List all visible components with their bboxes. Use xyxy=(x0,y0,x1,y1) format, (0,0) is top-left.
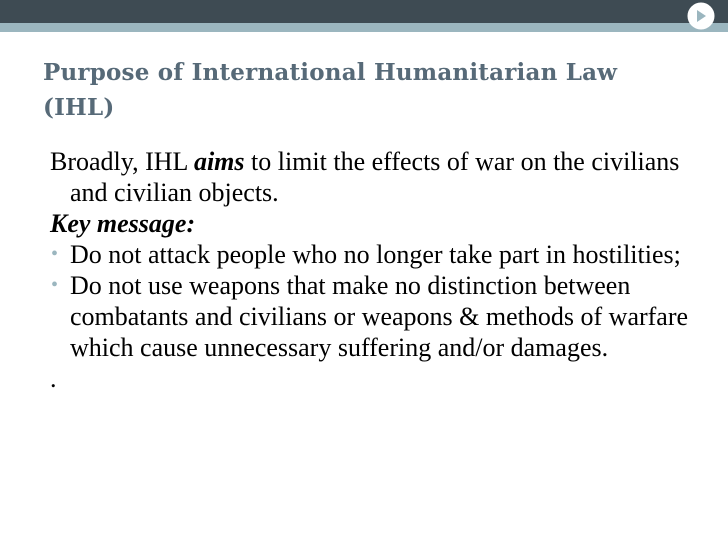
slide-title: Purpose of International Humanitarian Law (IHL) xyxy=(43,59,618,121)
intro-paragraph xyxy=(50,146,700,208)
intro-suffix: to limit the effects of war on the civilians and civilian objects. xyxy=(70,147,680,207)
intro-emphasis: aims xyxy=(193,147,245,176)
header-tab-marker-icon xyxy=(685,0,728,32)
bullet-item xyxy=(50,239,700,270)
header-bar-light xyxy=(0,23,728,32)
bullet-icon: • xyxy=(51,243,59,265)
slide-body xyxy=(50,146,700,394)
bullet-text: Do not use weapons that make no distinction between combatants and civilians or weapons & methods of warfare which cause unnecessary suffering and/or damages. xyxy=(70,271,689,362)
bullet-text: Do not attack people who no longer take part in hostilities; xyxy=(70,240,681,269)
bullet-item xyxy=(50,270,700,363)
key-message-label: Key message: xyxy=(50,209,196,238)
bullet-icon: • xyxy=(51,274,59,296)
intro-prefix: Broadly, IHL xyxy=(50,147,194,176)
trailing-text: . xyxy=(50,364,57,393)
header-bar-dark xyxy=(0,0,728,23)
